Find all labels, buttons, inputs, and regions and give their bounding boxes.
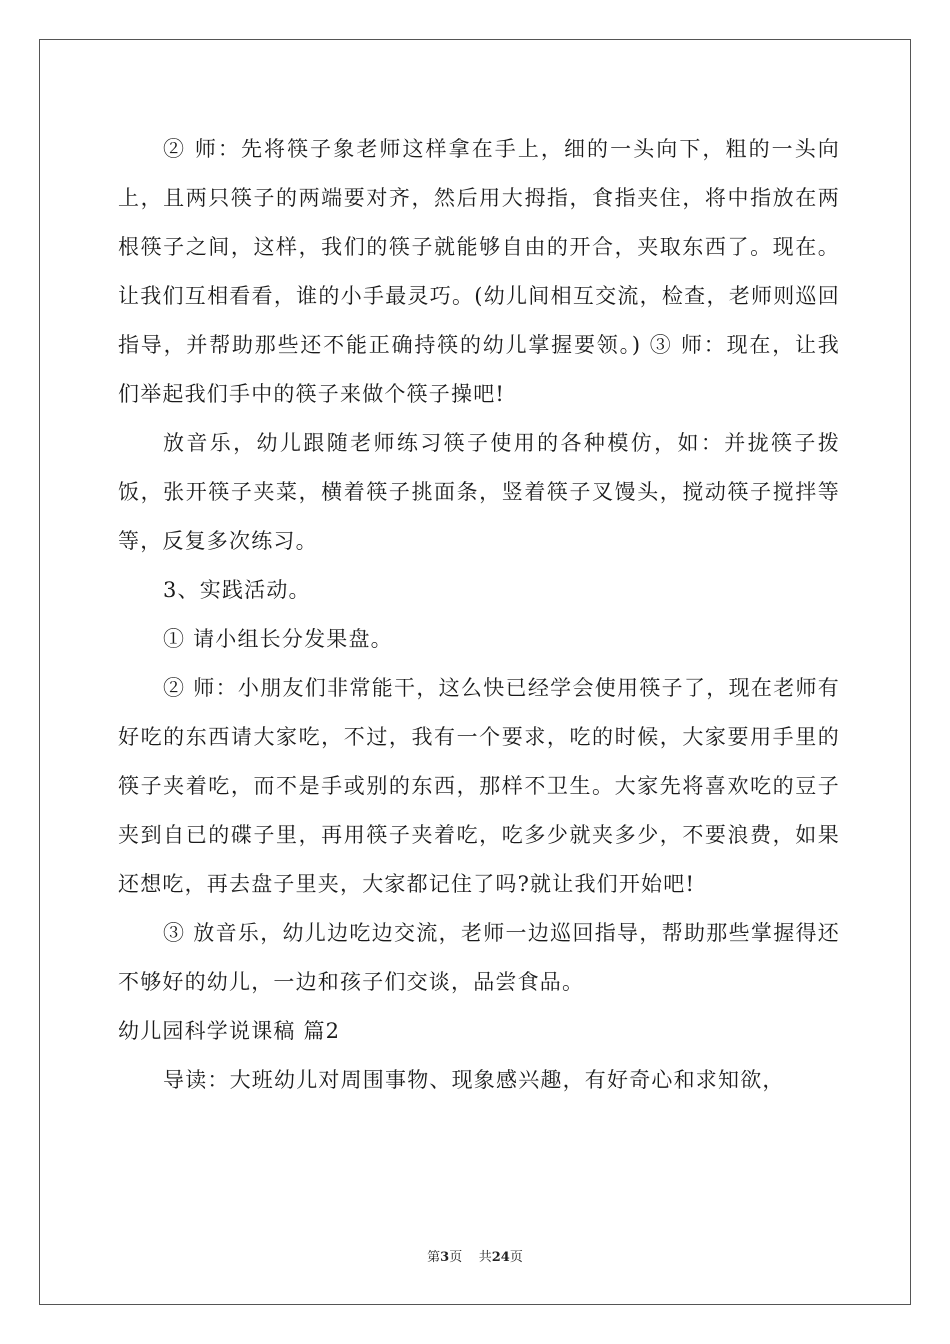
page-current: 3 [440,1250,450,1265]
page-suffix: 页 [449,1250,463,1265]
document-body [118,125,840,1105]
paragraph-5: ② 师：小朋友们非常能干，这么快已经学会使用筷子了，现在老师有好吃的东西请大家吃，不过，我有一个要求，吃的时候，大家要用手里的筷子夹着吃，而不是手或别的东西，那样不卫生。大家先将喜欢吃的豆子夹到自已的碟子里，再用筷子夹着吃，吃多少就夹多少，不要浪费，如果还想吃，再去盘子里夹，大家都记住了吗?就让我们开始吧! [118,676,840,896]
section-heading: 幼儿园科学说课稿 篇2 [118,1019,341,1043]
total-suffix: 页 [509,1250,523,1265]
paragraph-2: 放音乐，幼儿跟随老师练习筷子使用的各种模仿，如：并拢筷子拨饭，张开筷子夹菜，横着筷子挑面条，竖着筷子叉馒头，搅动筷子搅拌等等，反复多次练习。 [118,431,840,553]
paragraph-7: 导读：大班幼儿对周围事物、现象感兴趣，有好奇心和求知欲， [163,1068,785,1092]
page-footer [0,1246,950,1265]
page-prefix: 第 [427,1250,441,1265]
total-prefix: 共 [478,1250,492,1265]
paragraph-3: 3、实践活动。 [163,578,311,602]
paragraph-4: ① 请小组长分发果盘。 [163,627,393,651]
paragraph-6: ③ 放音乐，幼儿边吃边交流，老师一边巡回指导，帮助那些掌握得还不够好的幼儿，一边和孩子们交谈，品尝食品。 [118,921,840,994]
page-total: 24 [491,1250,510,1265]
paragraph-1: ② 师：先将筷子象老师这样拿在手上，细的一头向下，粗的一头向上，且两只筷子的两端要对齐，然后用大拇指，食指夹住，将中指放在两根筷子之间，这样，我们的筷子就能够自由的开合，夹取东西了。现在。让我们互相看看，谁的小手最灵巧。(幼儿间相互交流，检查，老师则巡回指导，并帮助那些还不能正确持筷的幼儿掌握要领。) ③ 师：现在，让我们举起我们手中的筷子来做个筷子操吧! [118,137,840,406]
